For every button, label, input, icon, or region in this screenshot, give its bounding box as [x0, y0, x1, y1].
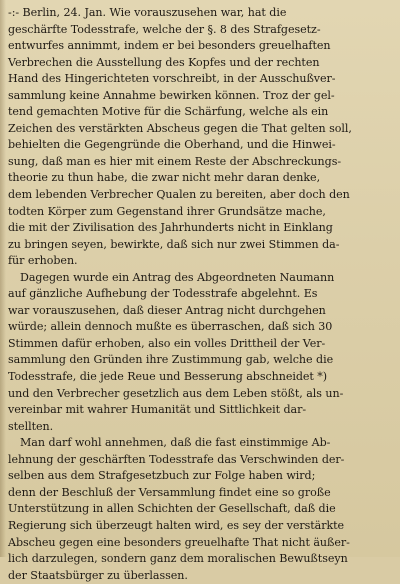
- article-paragraph: [8, 5, 393, 270]
- text-line: Abscheu gegen eine besonders greuelhafte That nicht äußer-: [8, 535, 350, 549]
- text-line: Todesstrafe, die jede Reue und Besserung abschneidet *): [8, 370, 328, 384]
- text-line: behielten die Gegengründe die Oberhand, und die Hinwei-: [8, 138, 336, 152]
- text-line: sammlung den Gründen ihre Zustimmung gab, welche die: [8, 353, 334, 367]
- text-line: die mit der Zivilisation des Jahrhunderts nicht in Einklang: [8, 221, 333, 235]
- text-line: und den Verbrecher gesetzlich aus dem Leben stößt, als un-: [8, 386, 344, 400]
- text-line: lehnung der geschärften Todesstrafe das Verschwinden der-: [8, 452, 345, 466]
- text-line: entwurfes annimmt, indem er bei besonders greuelhaften: [8, 39, 331, 53]
- text-line: würde; allein dennoch mußte es überraschen, daß sich 30: [8, 320, 333, 334]
- text-line: zu bringen seyen, bewirkte, daß sich nur zwei Stimmen da-: [8, 237, 340, 251]
- text-line: theorie zu thun habe, die zwar nicht mehr daran denke,: [8, 171, 321, 185]
- text-line: todten Körper zum Gegenstand ihrer Grundsätze mache,: [8, 204, 326, 218]
- article-paragraph: [8, 435, 393, 584]
- text-line: dem lebenden Verbrecher Qualen zu bereiten, aber doch den: [8, 188, 350, 202]
- text-line: -:- Berlin, 24. Jan. Wie vorauszusehen war, hat die: [8, 6, 287, 19]
- text-line: stellten.: [8, 419, 54, 433]
- article-paragraph: [8, 270, 393, 435]
- text-line: selben aus dem Strafgesetzbuch zur Folge haben wird;: [8, 469, 316, 483]
- text-line: auf gänzliche Aufhebung der Todesstrafe abgelehnt. Es: [8, 287, 318, 301]
- text-line: lich darzulegen, sondern ganz dem moralischen Bewußtseyn: [8, 552, 348, 566]
- article-body: [8, 5, 393, 584]
- text-line: für erhoben.: [8, 254, 78, 268]
- text-line: tend gemachten Motive für die Schärfung, welche als ein: [8, 105, 329, 119]
- text-line: Hand des Hingerichteten vorschreibt, in der Ausschußver-: [8, 72, 336, 86]
- text-line: Regierung sich überzeugt halten wird, es sey der verstärkte: [8, 518, 345, 532]
- text-line: Dagegen wurde ein Antrag des Abgeordneten Naumann: [20, 270, 335, 284]
- text-line: der Staatsbürger zu überlassen.: [8, 568, 188, 582]
- text-line: Man darf wohl annehmen, daß die fast einstimmige Ab-: [20, 436, 331, 450]
- text-line: denn der Beschluß der Versammlung findet eine so große: [8, 485, 331, 499]
- text-line: sammlung keine Annahme bewirken können. Troz der gel-: [8, 88, 335, 102]
- text-line: war vorauszusehen, daß dieser Antrag nicht durchgehen: [8, 303, 326, 317]
- text-line: Stimmen dafür erhoben, also ein volles Drittheil der Ver-: [8, 336, 326, 350]
- text-line: Verbrechen die Ausstellung des Kopfes und der rechten: [8, 55, 320, 69]
- text-line: Unterstützung in allen Schichten der Gesellschaft, daß die: [8, 502, 336, 516]
- text-line: Zeichen des verstärkten Abscheus gegen die That gelten soll,: [8, 121, 352, 135]
- text-line: vereinbar mit wahrer Humanität und Sittlichkeit dar-: [8, 403, 307, 417]
- text-line: geschärfte Todesstrafe, welche der §. 8 des Strafgesetz-: [8, 22, 321, 36]
- text-line: sung, daß man es hier mit einem Reste der Abschreckungs-: [8, 154, 342, 168]
